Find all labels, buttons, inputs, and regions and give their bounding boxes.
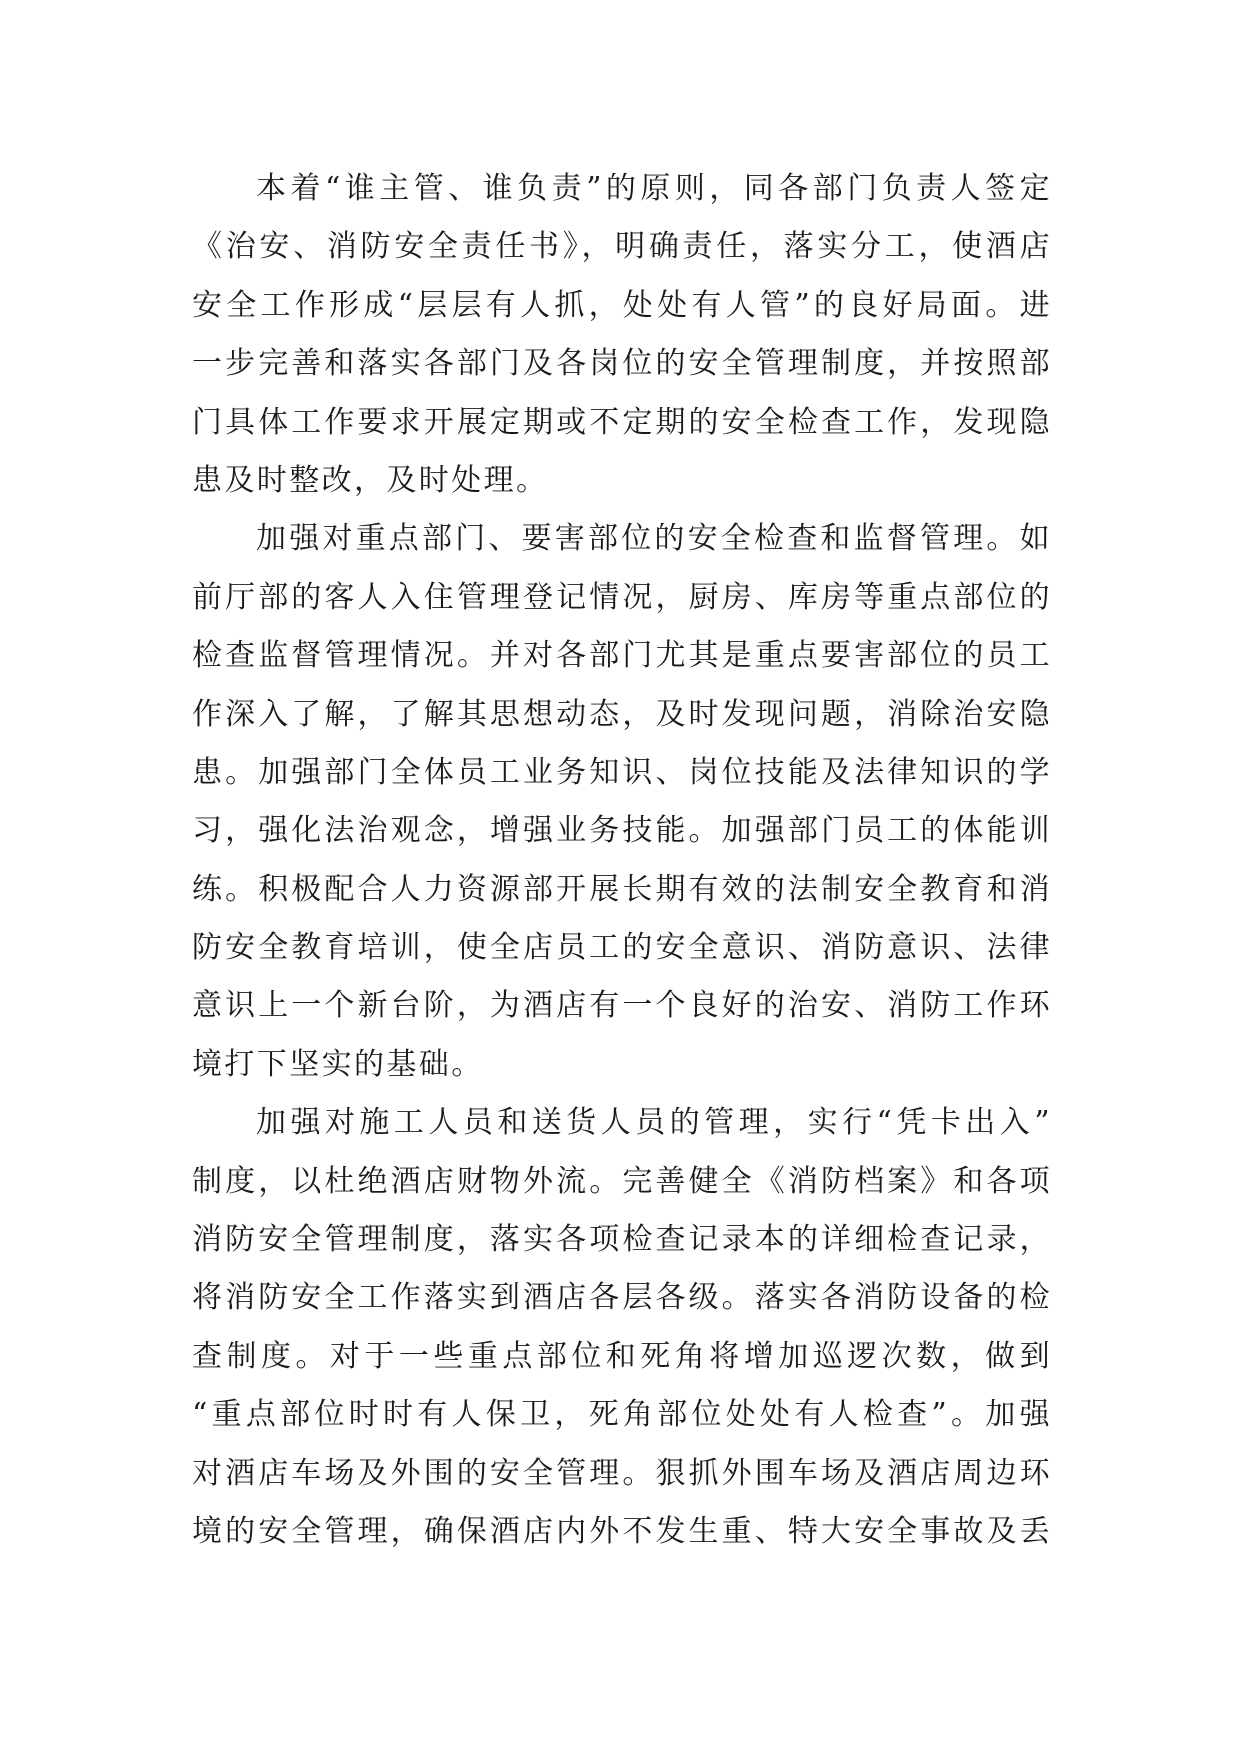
- paragraph-1-line-6: 患及时整改，及时处理。: [192, 462, 549, 498]
- paragraph-1-line-5: 门具体工作要求开展定期或不定期的安全检查工作，发现隐: [192, 404, 1052, 440]
- paragraph-3-line-8: 境的安全管理，确保酒店内外不发生重、特大安全事故及丢: [192, 1513, 1052, 1549]
- paragraph-1-line-2: 《治安、消防安全责任书》，明确责任，落实分工，使酒店: [192, 229, 1052, 265]
- paragraph-3-line-7: 对酒店车场及外围的安全管理。狠抓外围车场及酒店周边环: [192, 1455, 1052, 1491]
- paragraph-1-line-1: 本着“谁主管、谁负责”的原则，同各部门负责人签定: [256, 171, 1052, 206]
- paragraph-3-line-2: 制度，以杜绝酒店财物外流。完善健全《消防档案》和各项: [192, 1163, 1052, 1199]
- paragraph-2-line-8: 防安全教育培训，使全店员工的安全意识、消防意识、法律: [192, 930, 1052, 966]
- paragraph-3-line-5: 查制度。对于一些重点部位和死角将增加巡逻次数，做到: [192, 1338, 1052, 1374]
- paragraph-2-line-9: 意识上一个新台阶，为酒店有一个良好的治安、消防工作环: [192, 988, 1052, 1024]
- paragraph-3-line-4: 将消防安全工作落实到酒店各层各级。落实各消防设备的检: [192, 1280, 1052, 1316]
- paragraph-2-line-4: 作深入了解，了解其思想动态，及时发现问题，消除治安隐: [192, 696, 1052, 732]
- paragraph-3-line-6: “重点部位时时有人保卫，死角部位处处有人检查”。加强: [192, 1397, 1052, 1433]
- body-text: [192, 160, 1052, 1561]
- paragraph-2-line-5: 患。加强部门全体员工业务知识、岗位技能及法律知识的学: [192, 754, 1052, 790]
- paragraph-2-line-3: 检查监督管理情况。并对各部门尤其是重点要害部位的员工: [192, 638, 1052, 674]
- paragraph-2-line-1: 加强对重点部门、要害部位的安全检查和监督管理。如: [256, 521, 1052, 557]
- paragraph-2-line-6: 习，强化法治观念，增强业务技能。加强部门员工的体能训: [192, 813, 1052, 849]
- paragraph-1-line-3: 安全工作形成“层层有人抓，处处有人管”的良好局面。进: [192, 287, 1052, 323]
- paragraph-2-line-7: 练。积极配合人力资源部开展长期有效的法制安全教育和消: [192, 871, 1052, 907]
- paragraph-1-line-4: 一步完善和落实各部门及各岗位的安全管理制度，并按照部: [192, 346, 1052, 382]
- paragraph-3-line-1: 加强对施工人员和送货人员的管理，实行“凭卡出入”: [256, 1105, 1052, 1141]
- paragraph-2-line-2: 前厅部的客人入住管理登记情况，厨房、库房等重点部位的: [192, 579, 1052, 615]
- paragraph-3-line-3: 消防安全管理制度，落实各项检查记录本的详细检查记录，: [192, 1222, 1052, 1258]
- paragraph-2-line-10: 境打下坚实的基础。: [192, 1046, 484, 1082]
